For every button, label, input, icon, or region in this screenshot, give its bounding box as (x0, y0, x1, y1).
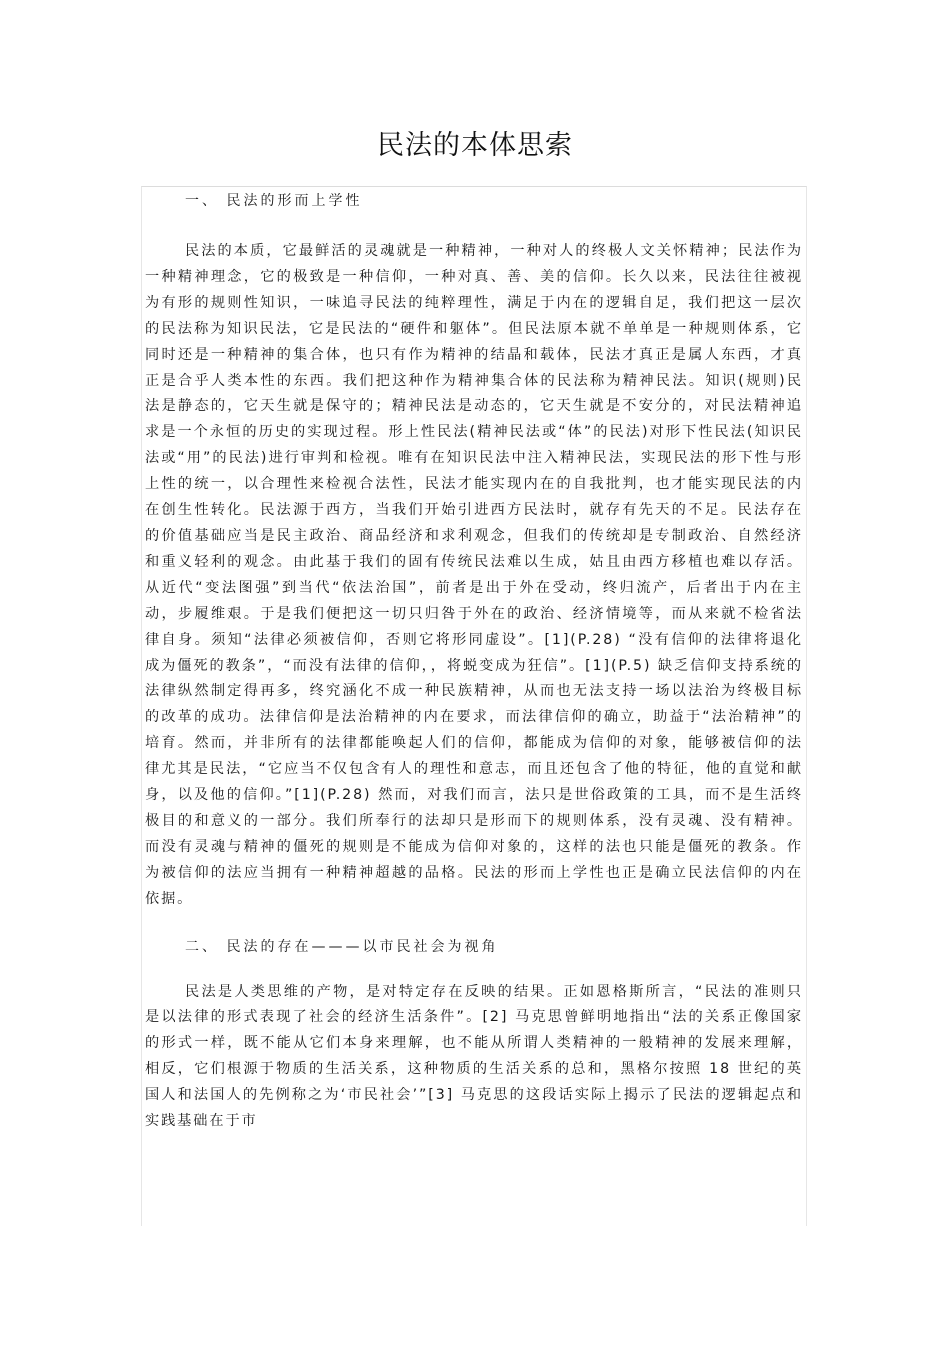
article-content (145, 187, 803, 1135)
document-title: 民法的本体思索 (377, 130, 573, 161)
section-paragraph-1: 民法的本质，它最鲜活的灵魂就是一种精神，一种对人的终极人文关怀精神；民法作为一种精神理念，它的极致是一种信仰，一种对真、善、美的信仰。长久以来，民法往往被视为有形的规则性知识，一味追寻民法的纯粹理性，满足于内在的逻辑自足，我们把这一层次的民法称为知识民法，它是民法的“硬件和躯体”。但民法原本就不单单是一种规则体系，它同时还是一种精神的集合体，也只有作为精神的结晶和载体，民法才真正是属人东西，才真正是合乎人类本性的东西。我们把这种作为精神集合体的民法称为精神民法。知识(规则)民法是静态的，它天生就是保守的；精神民法是动态的，它天生就是不安分的，对民法精神追求是一个永恒的历史的实现过程。形上性民法(精神民法或“体”的民法)对形下性民法(知识民法或“用”的民法)进行审判和检视。唯有在知识民法中注入精神民法，实现民法的形下性与形上性的统一，以合理性来检视合法性，民法才能实现内在的自我批判，也才能实现民法的内在创生性转化。民法源于西方，当我们开始引进西方民法时，就存有先天的不足。民法存在的价值基础应当是民主政治、商品经济和求利观念，但我们的传统却是专制政治、自然经济和重义轻利的观念。由此基于我们的固有传统民法难以生成，姑且由西方移植也难以存活。从近代“变法图强”到当代“依法治国”，前者是出于外在受动，终归流产，后者出于内在主动，步履维艰。于是我们便把这一切只归咎于外在的政治、经济情境等，而从来就不检省法律自身。须知“法律必须被信仰，否则它将形同虚设”。[1](P.28) “没有信仰的法律将退化成为僵死的教条”，“而没有法律的信仰，，将蜕变成为狂信”。[1](P.5) 缺乏信仰支持系统的法律纵然制定得再多，终究涵化不成一种民族精神，从而也无法支持一场以法治为终极目标的改革的成功。法律信仰是法治精神的内在要求，而法律信仰的确立，助益于“法治精神”的培育。然而，并非所有的法律都能唤起人们的信仰，都能成为信仰的对象，能够被信仰的法律尤其是民法，“它应当不仅包含有人的理性和意志，而且还包含了他的特征，他的直觉和献身，以及他的信仰。”[1](P.28) 然而，对我们而言，法只是世俗政策的工具，而不是生活终极目的和意义的一部分。我们所奉行的法却只是形而下的规则体系，没有灵魂、没有精神。而没有灵魂与精神的僵死的规则是不能成为信仰对象的，这样的法也只能是僵死的教条。作为被信仰的法应当拥有一种精神超越的品格。民法的形而上学性也正是确立民法信仰的内在依据。 (145, 243, 803, 907)
section-heading-1: 一、 民法的形而上学性 (185, 193, 363, 209)
article-body (141, 186, 807, 1226)
section-paragraph-2: 民法是人类思维的产物，是对特定存在反映的结果。正如恩格斯所言，“民法的准则只是以法律的形式表现了社会的经济生活条件”。[2] 马克思曾鲜明地指出“法的关系正像国家的形式一样，既不能从它们本身来理解，也不能从所谓人类精神的一般精神的发展来理解，相反，它们根源于物质的生活关系，这种物质的生活关系的总和，黑格尔按照 18 世纪的英国人和法国人的先例称之为‘市民社会’”[3] 马克思的这段话实际上揭示了民法的逻辑起点和实践基础在于市 (145, 983, 803, 1130)
section-heading-2: 二、 民法的存在———以市民社会为视角 (185, 938, 499, 955)
